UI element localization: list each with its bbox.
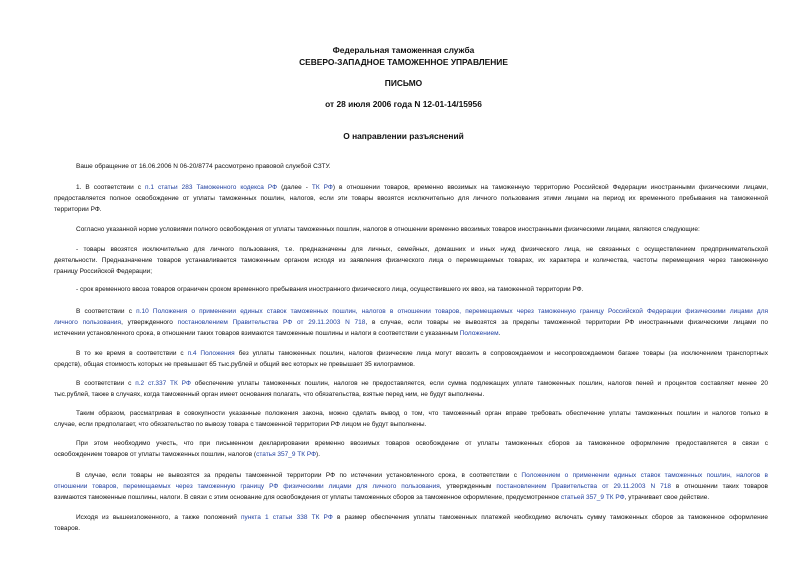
text-segment: взимаются таможенные пошлины, налоги. В связи с этим основание для освобождения от уплаты таможенных сборов за таможенное оформление, предусмотренное: [54, 494, 561, 501]
law-reference-link[interactable]: постановлением Правительства РФ от 29.11.2003 N 718: [177, 319, 366, 326]
text-line: [54, 317, 768, 328]
text-segment: .: [498, 330, 501, 337]
text-segment: , утвержденным: [439, 483, 497, 490]
org-name: Федеральная таможенная служба: [332, 45, 475, 55]
text-line: [54, 408, 768, 419]
text-line: [54, 523, 768, 534]
text-segment: средств), общая стоимость которых не превышает 65 тыс.рублей и общий вес которых не превышает 35 килограммов.: [54, 361, 415, 368]
document-subject: О направлении разъяснений: [343, 131, 464, 141]
text-segment: ) в отношении товаров, временно ввозимых на таможенную территорию Российской Федерации иностранными физическими лицами,: [332, 184, 768, 191]
law-reference-link[interactable]: пункта 1 статьи 338 ТК РФ: [241, 514, 333, 521]
text-segment: в размер обеспечения уплаты таможенных платежей необходимо включать сумму таможенных сборов за таможенное оформление: [332, 514, 768, 521]
paragraph: [54, 512, 768, 534]
text-line: [54, 470, 768, 481]
paragraph: [54, 378, 768, 400]
text-line: [54, 161, 768, 172]
law-reference-link[interactable]: статья 357_9 ТК РФ: [256, 451, 317, 458]
text-segment: границу Российской Федерации;: [54, 268, 153, 275]
text-segment: Согласно указанной норме условиями полного освобождения от уплаты таможенных пошлин, налогов в отношении временно ввозимых товаров иностранными физическими лицами, являются следующие:: [76, 226, 700, 233]
text-line: [54, 306, 768, 317]
law-reference-link[interactable]: постановлением Правительства от 29.11.2003 N 718: [496, 483, 671, 490]
law-reference-link[interactable]: личного пользования: [54, 319, 122, 326]
paragraph: [54, 244, 768, 277]
text-segment: , в случае, если товары не вывозятся за пределы таможенной территории РФ иностранными физическими лицами по: [365, 319, 768, 326]
paragraph: [54, 284, 768, 295]
text-line: [54, 244, 768, 255]
text-line: [54, 512, 768, 523]
text-segment: территории РФ.: [54, 206, 102, 213]
paragraph: [54, 182, 768, 215]
text-segment: - товары ввозятся исключительно для личного пользования, т.е. предназначены для личных, семейных, домашних и иных нужд физического лица, не связанных с осуществлением предпринимательской: [76, 246, 768, 253]
text-segment: товаров.: [54, 525, 81, 532]
text-line: [54, 224, 768, 235]
paragraph: [54, 224, 768, 235]
text-line: [54, 204, 768, 215]
text-segment: освобождением товаров от уплаты таможенных пошлин, налогов (: [54, 451, 257, 458]
text-line: [54, 266, 768, 277]
text-segment: (далее -: [277, 184, 312, 191]
text-segment: истечении установленного срока, в отношении таких товаров взимаются таможенные пошлины и налоги в соответствии с указанным: [54, 330, 460, 337]
text-segment: , утвержденного: [121, 319, 178, 326]
text-segment: - срок временного ввоза товаров ограничен сроком временного пребывания иностранного физического лица, осуществившего их ввоз, на таможенной территории РФ.: [76, 286, 584, 293]
text-line: [54, 449, 768, 460]
text-line: [54, 419, 768, 430]
text-segment: При этом необходимо учесть, что при письменном декларировании временно ввозимых товаров освобождение от уплаты таможенных сборов за таможенное оформление предоставляется в связи с: [76, 440, 768, 447]
text-segment: в отношении таких товаров: [670, 483, 768, 490]
department-name: СЕВЕРО-ЗАПАДНОЕ ТАМОЖЕННОЕ УПРАВЛЕНИЕ: [299, 57, 508, 67]
text-line: [54, 193, 768, 204]
document-type: ПИСЬМО: [384, 78, 423, 88]
text-line: [54, 348, 768, 359]
text-segment: , утрачивает свое действие.: [624, 494, 710, 501]
paragraph: [54, 161, 768, 172]
text-line: [54, 359, 768, 370]
text-line: [54, 378, 768, 389]
paragraph: [54, 348, 768, 370]
law-reference-link[interactable]: отношении товаров, перемещаемых через таможенную границу РФ физическими лицами для личного пользования: [54, 483, 440, 490]
text-segment: В то же время в соответствии с: [76, 350, 188, 357]
text-line: [54, 438, 768, 449]
text-segment: В соответствии с: [76, 308, 137, 315]
paragraph: [54, 306, 768, 339]
text-segment: предоставляется полное освобождение от уплаты таможенных пошлин, налогов, если эти товары ввозятся исключительно для личного пользования этими лицами на период их временного пребывания на таможенной: [54, 195, 768, 202]
text-segment: ).: [316, 451, 321, 458]
document-date-number: от 28 июля 2006 года N 12-01-14/15956: [325, 99, 482, 109]
text-segment: 1. В соответствии с: [76, 184, 146, 191]
paragraph: [54, 438, 768, 460]
text-line: [54, 328, 768, 339]
text-line: [54, 389, 768, 400]
law-reference-link[interactable]: п.4 Положения: [187, 350, 235, 357]
paragraph: [54, 470, 768, 503]
text-line: [54, 182, 768, 193]
law-reference-link[interactable]: п.10 Положения о применении единых ставок таможенных пошлин, налогов в отношении товаров, перемещаемых через таможенную границу Российской Федерации физическими лицами для: [136, 308, 769, 315]
text-line: [54, 492, 768, 503]
text-segment: без уплаты таможенных пошлин, налогов физические лица могут ввозить в сопровождаемом и несопровождаемом багаже товары (за исключением транспортных: [234, 350, 768, 357]
law-reference-link[interactable]: п.2 ст.337 ТК РФ: [135, 380, 191, 387]
text-segment: Ваше обращение от 16.06.2006 N 06-20/8774 рассмотрено правовой службой СЗТУ.: [76, 163, 331, 170]
text-segment: тыс.рублей, также в случаях, когда таможенный орган имеет основания полагать, что обязательства, взятые перед ним, не будут выполнены.: [54, 391, 485, 398]
text-segment: В соответствии с: [76, 380, 136, 387]
text-segment: Исходя из вышеизложенного, а также положений: [76, 514, 242, 521]
text-segment: обеспечение уплаты таможенных пошлин, налогов не предоставляется, если сумма подлежащих уплате таможенных пошлин, налогов пеней и процентов составляет менее 20: [190, 380, 768, 387]
text-segment: Таким образом, рассматривая в совокупности указанные положения закона, можно сделать вывод о том, что таможенный орган вправе требовать обеспечение уплаты таможенных пошлин и налогов только в: [76, 410, 768, 417]
text-segment: деятельности. Предназначение товаров устанавливается таможенным органом исходя из заявления физического лица о перемещаемых товарах, их характера и количества, частоты перемещения через таможенную: [54, 257, 768, 264]
text-segment: случае, если предполагает, что обязательство по вывозу товара с таможенной территории РФ лицом не будут выполнены.: [54, 421, 427, 428]
text-line: [54, 284, 768, 295]
text-line: [54, 255, 768, 266]
law-reference-link[interactable]: Положением: [459, 330, 499, 337]
text-line: [54, 481, 768, 492]
law-reference-link[interactable]: статьей 357_9 ТК РФ: [560, 494, 625, 501]
law-reference-link[interactable]: Положением о применении единых ставок таможенных пошлин, налогов в: [521, 472, 769, 479]
paragraph: [54, 408, 768, 430]
text-segment: В случае, если товары не вывозятся за пределы таможенной территории РФ по истечении установленного срока, в соответствии с: [76, 472, 522, 479]
law-reference-link[interactable]: ТК РФ: [311, 184, 333, 191]
law-reference-link[interactable]: п.1 статьи 283 Таможенного кодекса РФ: [145, 184, 278, 191]
